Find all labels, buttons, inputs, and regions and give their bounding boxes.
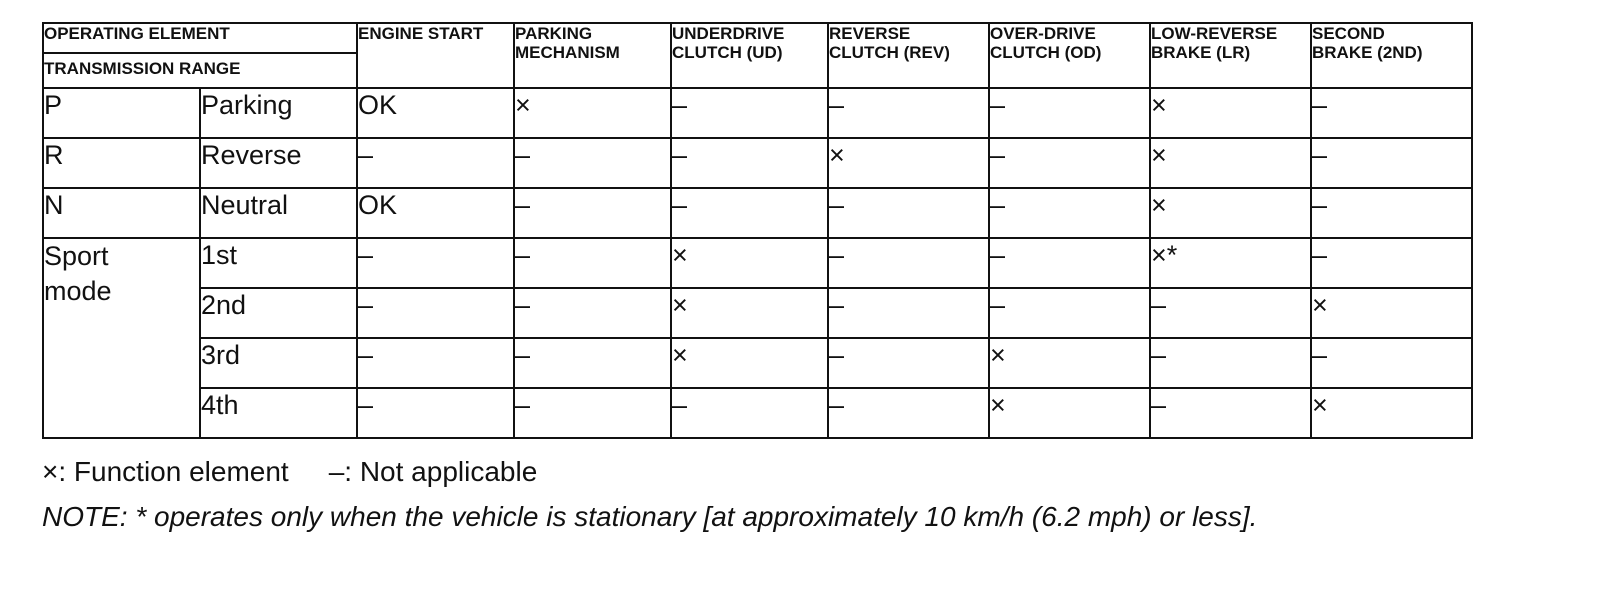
mode-cell: Neutral <box>200 188 357 238</box>
data-cell: – <box>514 238 671 288</box>
mode-cell: Reverse <box>200 138 357 188</box>
data-cell: × <box>828 138 989 188</box>
data-cell: × <box>1150 188 1311 238</box>
data-cell: – <box>828 238 989 288</box>
data-cell: – <box>989 188 1150 238</box>
col-header-underdrive-clutch: UNDERDRIVE CLUTCH (UD) <box>671 23 828 88</box>
data-cell: – <box>989 88 1150 138</box>
data-cell: × <box>989 338 1150 388</box>
data-cell: – <box>514 338 671 388</box>
operating-element-table <box>42 22 1473 439</box>
data-cell: – <box>357 238 514 288</box>
data-cell: × <box>671 338 828 388</box>
col-header-second-brake: SECOND BRAKE (2ND) <box>1311 23 1472 88</box>
mode-cell: Parking <box>200 88 357 138</box>
col-header-engine-start: ENGINE START <box>357 23 514 88</box>
data-cell: – <box>1311 238 1472 288</box>
transmission-range-header: TRANSMISSION RANGE <box>43 53 357 88</box>
legend <box>42 455 537 489</box>
data-cell: – <box>1150 288 1311 338</box>
mode-cell: 3rd <box>200 338 357 388</box>
data-cell: – <box>828 88 989 138</box>
data-cell: × <box>671 238 828 288</box>
data-cell: – <box>989 138 1150 188</box>
range-cell: P <box>43 88 200 138</box>
col-header-low-reverse-brake: LOW-REVERSE BRAKE (LR) <box>1150 23 1311 88</box>
data-cell: OK <box>357 88 514 138</box>
data-cell: – <box>828 388 989 438</box>
data-cell: – <box>357 338 514 388</box>
data-cell: – <box>1311 338 1472 388</box>
data-cell: – <box>671 88 828 138</box>
data-cell: – <box>514 138 671 188</box>
data-cell: × <box>1311 288 1472 338</box>
data-cell: – <box>671 188 828 238</box>
legend-not-applicable: –: Not applicable <box>328 456 538 487</box>
data-cell: – <box>514 388 671 438</box>
table-row <box>43 338 1472 388</box>
data-cell: – <box>828 188 989 238</box>
col-header-overdrive-clutch: OVER-DRIVE CLUTCH (OD) <box>989 23 1150 88</box>
header-row-1 <box>43 23 1472 53</box>
table-row <box>43 188 1472 238</box>
table-row <box>43 238 1472 288</box>
col-header-parking-mechanism: PARKING MECHANISM <box>514 23 671 88</box>
data-cell: × <box>514 88 671 138</box>
table-row <box>43 288 1472 338</box>
data-cell: × <box>989 388 1150 438</box>
data-cell: – <box>357 288 514 338</box>
data-cell: – <box>671 138 828 188</box>
data-cell: – <box>828 338 989 388</box>
data-cell: – <box>671 388 828 438</box>
data-cell: – <box>989 288 1150 338</box>
data-cell: – <box>514 288 671 338</box>
data-cell: – <box>1311 88 1472 138</box>
data-cell: OK <box>357 188 514 238</box>
data-cell: – <box>828 288 989 338</box>
legend-function-element: ×: Function element <box>42 456 289 487</box>
mode-cell: 4th <box>200 388 357 438</box>
col-header-reverse-clutch: REVERSE CLUTCH (REV) <box>828 23 989 88</box>
table-row <box>43 88 1472 138</box>
footnote: NOTE: * operates only when the vehicle is stationary [at approximately 10 km/h (6.2 mph) or less]. <box>42 501 1258 532</box>
data-cell: – <box>357 138 514 188</box>
operating-element-header: OPERATING ELEMENT <box>43 23 357 53</box>
data-cell: × <box>671 288 828 338</box>
data-cell: × <box>1150 138 1311 188</box>
data-cell: – <box>1311 138 1472 188</box>
table-row <box>43 138 1472 188</box>
mode-cell: 2nd <box>200 288 357 338</box>
table-row <box>43 388 1472 438</box>
data-cell: – <box>989 238 1150 288</box>
data-cell: – <box>1150 388 1311 438</box>
data-cell: × <box>1311 388 1472 438</box>
data-cell: – <box>1150 338 1311 388</box>
data-cell: – <box>514 188 671 238</box>
data-cell: × <box>1150 88 1311 138</box>
data-cell: ×* <box>1150 238 1311 288</box>
data-cell: – <box>1311 188 1472 238</box>
range-cell: R <box>43 138 200 188</box>
data-cell: – <box>357 388 514 438</box>
sport-mode-cell: Sport mode <box>43 238 200 438</box>
mode-cell: 1st <box>200 238 357 288</box>
range-cell: N <box>43 188 200 238</box>
